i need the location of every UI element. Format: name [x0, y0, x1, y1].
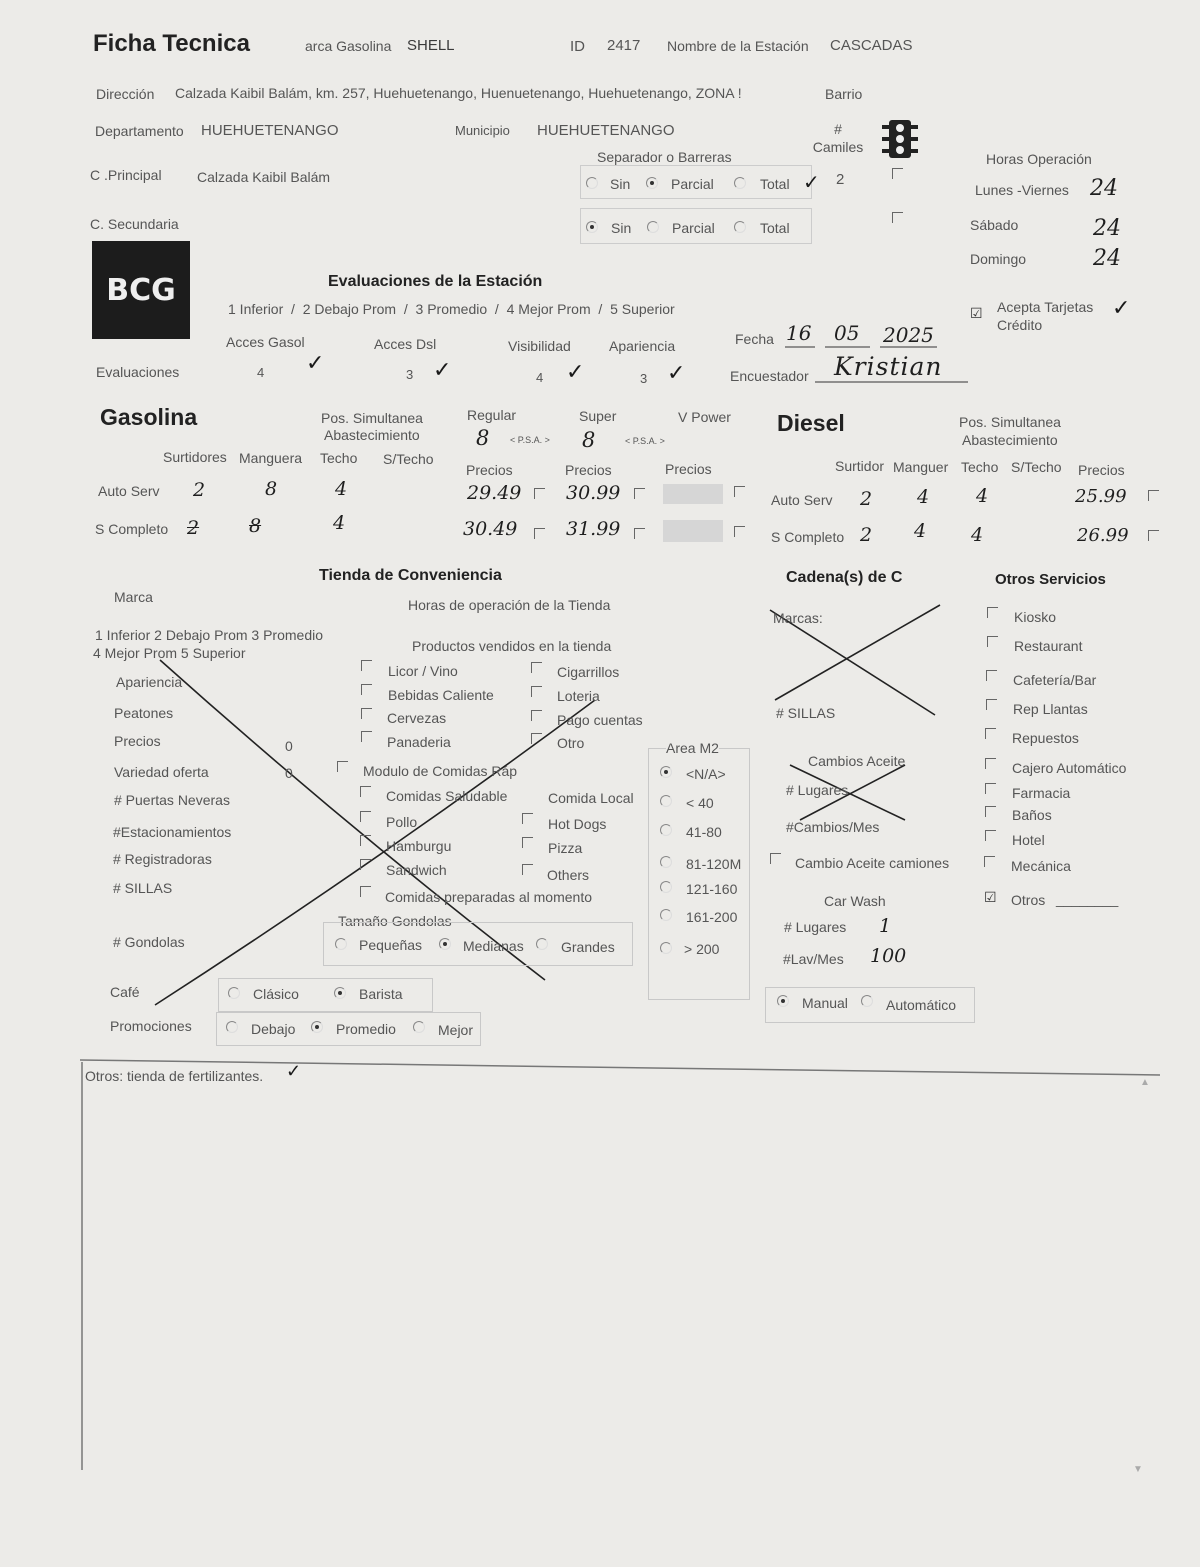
fecha-day: 16 — [786, 321, 812, 345]
gas-sc-regular-price: 30.49 — [463, 518, 518, 540]
nombre-label: Nombre de la Estación — [667, 38, 809, 54]
panaderia-label: Panaderia — [387, 734, 451, 750]
car-wash-label: Car Wash — [824, 893, 886, 909]
vpower-precios-label: Precios — [665, 461, 712, 477]
acepta-tarjetas-checkbox[interactable]: ☑ — [970, 305, 983, 321]
pago-cuentas-label: Pago cuentas — [557, 712, 643, 728]
mecanica-checkbox[interactable] — [984, 856, 995, 867]
gas-sc-super-price: 31.99 — [566, 518, 621, 540]
pequenas-radio[interactable] — [335, 938, 347, 950]
handwritten-check: ✓ — [667, 361, 686, 386]
departamento-label: Departamento — [95, 123, 184, 139]
licor-checkbox[interactable] — [361, 660, 372, 671]
variedad-label: Variedad oferta — [114, 764, 209, 780]
col-surtidores: Surtidores — [163, 449, 227, 465]
tienda-scale-line1: 1 Inferior 2 Debajo Prom 3 Promedio — [95, 627, 323, 643]
secundaria-sin-label: Sin — [611, 220, 632, 236]
principal-sin-radio[interactable] — [586, 177, 598, 189]
area-81-120-label: 81-120M — [686, 856, 742, 872]
domingo-value: 24 — [1093, 246, 1121, 271]
medianas-label: Medianas — [463, 938, 524, 954]
cafeteria-checkbox[interactable] — [986, 670, 997, 681]
visibilidad-value: 4 — [536, 370, 544, 385]
visibilidad-label: Visibilidad — [508, 338, 571, 354]
lunes-label: Lunes -Viernes — [975, 182, 1069, 198]
departamento-value: HUEHUETENANGO — [201, 122, 339, 139]
credito-label: Crédito — [997, 317, 1043, 333]
area-81-120-radio[interactable] — [660, 856, 672, 868]
apariencia-value: 3 — [640, 371, 648, 386]
regular-precios-label: Precios — [466, 462, 513, 478]
principal-parcial-label: Parcial — [671, 176, 714, 192]
diesel-title: Diesel — [777, 410, 845, 436]
loteria-label: Loteria — [557, 688, 600, 704]
aceite-lugares-label: # Lugares — [786, 782, 849, 798]
direccion-value: Calzada Kaibil Balám, km. 257, Huehuetenango, Huenuetenango, Huehuetenango, ZONA ! — [175, 85, 742, 101]
grandes-label: Grandes — [561, 939, 615, 955]
diesel-auto-manguer: 4 — [917, 486, 930, 508]
diesel-auto-price: 25.99 — [1075, 486, 1127, 507]
area-m2-label: Area M2 — [666, 740, 719, 756]
camiles-label: # Camiles — [812, 121, 864, 155]
medianas-radio[interactable] — [439, 938, 451, 950]
cervezas-checkbox[interactable] — [361, 708, 372, 719]
c-secundaria-label: C. Secundaria — [90, 216, 179, 232]
gas-auto-super-price: 30.99 — [566, 482, 621, 504]
nombre-value: CASCADAS — [830, 37, 913, 54]
pollo-label: Pollo — [386, 814, 418, 830]
gondolas-label: # Gondolas — [113, 934, 185, 950]
gas-sc-regular-checkbox[interactable] — [534, 528, 545, 539]
gas-auto-super-checkbox[interactable] — [634, 488, 645, 499]
area-m2-group — [648, 748, 750, 1000]
pequenas-label: Pequeñas — [359, 937, 423, 953]
cambio-camiones-checkbox[interactable] — [770, 853, 781, 864]
tienda-title: Tienda de Conveniencia — [319, 567, 502, 584]
acces-dsl-value: 3 — [406, 367, 414, 382]
gas-auto-manguera: 8 — [265, 478, 278, 500]
domingo-label: Domingo — [970, 251, 1027, 267]
hamburgu-checkbox[interactable] — [360, 835, 371, 846]
otro-label: Otro — [557, 735, 585, 751]
rep-llantas-checkbox[interactable] — [986, 699, 997, 710]
hotel-checkbox[interactable] — [985, 830, 996, 841]
cigarrillos-label: Cigarrillos — [557, 664, 620, 680]
horas-label: Horas Operación — [986, 151, 1092, 167]
hot-dogs-label: Hot Dogs — [548, 816, 607, 832]
handwritten-check: ✓ — [1112, 296, 1131, 321]
precios-row-label: Precios — [114, 733, 161, 749]
marca-value: SHELL — [407, 37, 455, 54]
restaurant-label: Restaurant — [1014, 638, 1083, 654]
principal-total-label: Total — [760, 176, 790, 192]
clasico-label: Clásico — [253, 986, 299, 1002]
tienda-horas-label: Horas de operación de la Tienda — [408, 597, 611, 613]
regular-value: 8 — [476, 426, 490, 450]
gas-sc-vpower-price-field[interactable] — [663, 520, 723, 542]
kiosko-checkbox[interactable] — [987, 607, 998, 618]
automatico-radio[interactable] — [861, 995, 873, 1007]
area-161-200-radio[interactable] — [660, 909, 672, 921]
scroll-down-icon[interactable]: ▼ — [1133, 1464, 1143, 1475]
bebidas-label: Bebidas Caliente — [388, 687, 494, 703]
rep-llantas-label: Rep Llantas — [1013, 701, 1088, 717]
precios-row-value: 0 — [285, 738, 293, 754]
principal-total-radio[interactable] — [734, 177, 746, 189]
otros-checkbox[interactable]: ☑ — [984, 889, 997, 905]
sandwich-checkbox[interactable] — [360, 859, 371, 870]
encuestador-value: Kristian — [834, 352, 943, 381]
area-lt40-label: < 40 — [686, 795, 714, 811]
comidas-saludable-checkbox[interactable] — [360, 786, 371, 797]
secundaria-sin-radio[interactable] — [586, 221, 598, 233]
diesel-pos-simultanea: Pos. Simultanea — [959, 414, 1061, 430]
tienda-scale-line2: 4 Mejor Prom 5 Superior — [93, 645, 246, 661]
mejor-label: Mejor — [438, 1022, 474, 1038]
cajero-label: Cajero Automático — [1012, 760, 1127, 776]
diesel-sc-surtidor: 2 — [860, 524, 873, 546]
preparadas-checkbox[interactable] — [360, 886, 371, 897]
principal-sin-label: Sin — [610, 176, 631, 192]
vpower-label: V Power — [678, 409, 731, 425]
col-techo: Techo — [320, 450, 358, 466]
peatones-label: Peatones — [114, 705, 174, 721]
gas-sc-surtidores: 2 — [187, 517, 200, 539]
licor-label: Licor / Vino — [388, 663, 458, 679]
secundaria-parcial-label: Parcial — [672, 220, 715, 236]
pizza-checkbox[interactable] — [522, 837, 533, 848]
sabado-value: 24 — [1093, 216, 1121, 241]
diesel-sc-techo: 4 — [971, 524, 984, 546]
super-label: Super — [579, 408, 617, 424]
cadena-marcas-label: Marcas: — [773, 610, 823, 626]
sandwich-label: Sandwich — [386, 862, 447, 878]
productos-label: Productos vendidos en la tienda — [412, 638, 612, 654]
manual-radio[interactable] — [777, 995, 789, 1007]
comidas-saludable-label: Comidas Saludable — [386, 788, 508, 804]
handwritten-check: ✓ — [433, 358, 452, 383]
bcg-logo — [92, 241, 190, 339]
handwritten-check: ✓ — [306, 351, 325, 376]
barrio-label: Barrio — [825, 86, 863, 102]
area-121-160-radio[interactable] — [660, 881, 672, 893]
mecanica-label: Mecánica — [1011, 858, 1071, 874]
handwritten-check: ✓ — [566, 360, 585, 385]
c-principal-value: Calzada Kaibil Balám — [197, 169, 331, 185]
super-precios-label: Precios — [565, 462, 612, 478]
restaurant-checkbox[interactable] — [987, 636, 998, 647]
diesel-col-techo: Techo — [961, 459, 999, 475]
municipio-label: Municipio — [455, 123, 510, 138]
preparadas-label: Comidas preparadas al momento — [385, 889, 592, 905]
gas-auto-regular-checkbox[interactable] — [534, 488, 545, 499]
others-label: Others — [547, 867, 590, 883]
diesel-sc-label: S Completo — [771, 529, 845, 545]
debajo-label: Debajo — [251, 1021, 296, 1037]
scroll-up-icon[interactable]: ▲ — [1140, 1077, 1150, 1088]
farmacia-checkbox[interactable] — [985, 783, 996, 794]
diesel-col-surtidor: Surtidor — [835, 458, 885, 474]
marca-label: arca Gasolina — [305, 38, 392, 54]
diesel-auto-techo: 4 — [976, 485, 989, 507]
manual-label: Manual — [802, 995, 848, 1011]
area-41-80-label: 41-80 — [686, 824, 722, 840]
gasolina-pos-simultanea: Pos. Simultanea — [321, 410, 423, 426]
comida-local-label: Comida Local — [548, 790, 634, 806]
acces-gasol-label: Acces Gasol — [226, 334, 305, 350]
lav-mes-value: 100 — [870, 945, 907, 967]
lunes-value: 24 — [1090, 176, 1118, 201]
variedad-value: 0 — [285, 765, 293, 781]
area-gt200-radio[interactable] — [660, 942, 672, 954]
panaderia-checkbox[interactable] — [361, 731, 372, 742]
acepta-label: Acepta Tarjetas — [997, 299, 1094, 315]
automatico-label: Automático — [886, 997, 957, 1013]
sabado-label: Sábado — [970, 217, 1019, 233]
gas-auto-vpower-price-field[interactable] — [663, 484, 723, 504]
cambios-aceite-label: Cambios Aceite — [808, 753, 906, 769]
diesel-auto-checkbox[interactable] — [1148, 490, 1159, 501]
separador-label: Separador o Barreras — [597, 149, 732, 165]
modulo-comidas-label: Modulo de Comidas Ráp — [363, 763, 518, 779]
barista-label: Barista — [359, 986, 403, 1002]
farmacia-label: Farmacia — [1012, 785, 1071, 801]
principal-parcial-radio[interactable] — [646, 177, 658, 189]
estacionamientos-label: #Estacionamientos — [113, 824, 232, 840]
cervezas-label: Cervezas — [387, 710, 447, 726]
promedio-label: Promedio — [336, 1021, 396, 1037]
apariencia-label: Apariencia — [609, 338, 676, 354]
diesel-abastecimiento: Abastecimiento — [962, 432, 1058, 448]
repuestos-label: Repuestos — [1012, 730, 1079, 746]
logo-text: BCG — [106, 273, 176, 308]
super-value: 8 — [582, 428, 596, 452]
cambio-camiones-label: Cambio Aceite camiones — [795, 855, 950, 871]
gas-auto-serv-label: Auto Serv — [98, 483, 160, 499]
c-principal-label: C .Principal — [90, 167, 162, 183]
diesel-sc-checkbox[interactable] — [1148, 530, 1159, 541]
notes-text[interactable]: Otros: tienda de fertilizantes. — [85, 1068, 264, 1084]
barista-radio[interactable] — [334, 987, 346, 999]
secundaria-total-radio[interactable] — [734, 221, 746, 233]
handwritten-check: ✓ — [803, 170, 820, 194]
diesel-sc-manguer: 4 — [914, 520, 927, 542]
handwritten-check: ✓ — [286, 1061, 302, 1082]
repuestos-checkbox[interactable] — [985, 728, 996, 739]
gas-sc-techo: 4 — [333, 512, 346, 534]
col-manguera: Manguera — [239, 450, 303, 466]
gasolina-abastecimiento: Abastecimiento — [324, 427, 420, 443]
diesel-col-precios: Precios — [1078, 462, 1125, 478]
kiosko-label: Kiosko — [1014, 609, 1057, 625]
gasolina-title: Gasolina — [100, 404, 198, 430]
cajero-checkbox[interactable] — [985, 758, 996, 769]
cafeteria-label: Cafetería/Bar — [1013, 672, 1097, 688]
secundaria-parcial-radio[interactable] — [647, 221, 659, 233]
promedio-radio[interactable] — [311, 1021, 323, 1033]
col-stecho: S/Techo — [383, 451, 434, 467]
regular-psa: < P.S.A. > — [510, 435, 550, 445]
debajo-radio[interactable] — [226, 1021, 238, 1033]
puertas-neveras-label: # Puertas Neveras — [114, 792, 230, 808]
diesel-auto-serv-label: Auto Serv — [771, 492, 833, 508]
area-na-label: <N/A> — [686, 766, 726, 782]
gas-auto-vpower-checkbox[interactable] — [734, 486, 745, 497]
pollo-checkbox[interactable] — [360, 811, 371, 822]
cigarrillos-checkbox[interactable] — [531, 662, 542, 673]
pizza-label: Pizza — [548, 840, 583, 856]
otro-checkbox[interactable] — [531, 733, 542, 744]
hotel-label: Hotel — [1012, 832, 1045, 848]
camiles-secundaria-checkbox[interactable] — [892, 212, 903, 223]
fecha-month: 05 — [834, 321, 860, 345]
gas-auto-techo: 4 — [335, 478, 348, 500]
diesel-sc-price: 26.99 — [1077, 525, 1129, 546]
cadena-sillas-label: # SILLAS — [776, 705, 836, 721]
otros-blank: ________ — [1056, 891, 1119, 907]
gas-s-completo-label: S Completo — [95, 521, 169, 537]
gas-sc-vpower-checkbox[interactable] — [734, 526, 745, 537]
pago-cuentas-checkbox[interactable] — [531, 710, 542, 721]
evaluaciones-title: Evaluaciones de la Estación — [328, 273, 543, 290]
area-lt40-radio[interactable] — [660, 795, 672, 807]
id-label: ID — [570, 38, 585, 55]
super-psa: < P.S.A. > — [625, 436, 665, 446]
car-wash-lugares-label: # Lugares — [784, 919, 847, 935]
promociones-label: Promociones — [110, 1018, 192, 1034]
area-na-radio[interactable] — [660, 766, 672, 778]
hamburgu-label: Hamburgu — [386, 838, 452, 854]
others-checkbox[interactable] — [522, 864, 533, 875]
camiles-principal-checkbox[interactable] — [892, 168, 903, 179]
mejor-radio[interactable] — [413, 1021, 425, 1033]
tienda-marca-label: Marca — [114, 589, 153, 605]
bebidas-checkbox[interactable] — [361, 684, 372, 695]
area-161-200-label: 161-200 — [686, 909, 738, 925]
evaluaciones-scale: 1 Inferior / 2 Debajo Prom / 3 Promedio / 4 Mejor Prom / 5 Superior — [228, 301, 675, 317]
cadena-title: Cadena(s) de C — [786, 569, 903, 586]
evaluaciones-row-label: Evaluaciones — [96, 364, 180, 380]
diesel-col-manguer: Manguer — [893, 459, 949, 475]
area-121-160-label: 121-160 — [686, 881, 738, 897]
car-wash-lugares-value: 1 — [879, 915, 892, 937]
regular-label: Regular — [467, 407, 517, 423]
fecha-year: 2025 — [883, 323, 934, 347]
clasico-radio[interactable] — [228, 987, 240, 999]
secundaria-total-label: Total — [760, 220, 790, 236]
gas-sc-manguera: 8 — [249, 515, 262, 537]
lav-mes-label: #Lav/Mes — [783, 951, 844, 967]
traffic-light-icon — [882, 120, 918, 158]
diesel-col-stecho: S/Techo — [1011, 459, 1062, 475]
acces-dsl-label: Acces Dsl — [374, 336, 437, 352]
camiles-value: 2 — [836, 171, 845, 188]
diesel-auto-surtidor: 2 — [860, 488, 873, 510]
modulo-comidas-checkbox[interactable] — [337, 761, 348, 772]
tamano-gondolas-label: Tamaño Gondolas — [338, 913, 452, 929]
apariencia-row-label: Apariencia — [116, 674, 183, 690]
banos-label: Baños — [1012, 807, 1052, 823]
loteria-checkbox[interactable] — [531, 686, 542, 697]
tienda-sillas-label: # SILLAS — [113, 880, 173, 896]
otros-servicios-title: Otros Servicios — [995, 571, 1106, 588]
registradoras-label: # Registradoras — [113, 851, 212, 867]
encuestador-label: Encuestador — [730, 368, 809, 384]
grandes-radio[interactable] — [536, 938, 548, 950]
cafe-label: Café — [110, 984, 140, 1000]
municipio-value: HUEHUETENANGO — [537, 122, 675, 139]
page-title: Ficha Tecnica — [93, 30, 250, 57]
hot-dogs-checkbox[interactable] — [522, 813, 533, 824]
banos-checkbox[interactable] — [985, 806, 996, 817]
area-gt200-label: > 200 — [684, 941, 720, 957]
otros-label: Otros — [1011, 892, 1046, 908]
fecha-label: Fecha — [735, 331, 774, 347]
area-41-80-radio[interactable] — [660, 824, 672, 836]
cambios-mes-label: #Cambios/Mes — [786, 819, 880, 835]
acces-gasol-value: 4 — [257, 365, 265, 380]
gas-auto-regular-price: 29.49 — [467, 482, 522, 504]
direccion-label: Dirección — [96, 86, 155, 102]
gas-auto-surtidores: 2 — [193, 479, 206, 501]
id-value: 2417 — [607, 37, 641, 54]
gas-sc-super-checkbox[interactable] — [634, 528, 645, 539]
